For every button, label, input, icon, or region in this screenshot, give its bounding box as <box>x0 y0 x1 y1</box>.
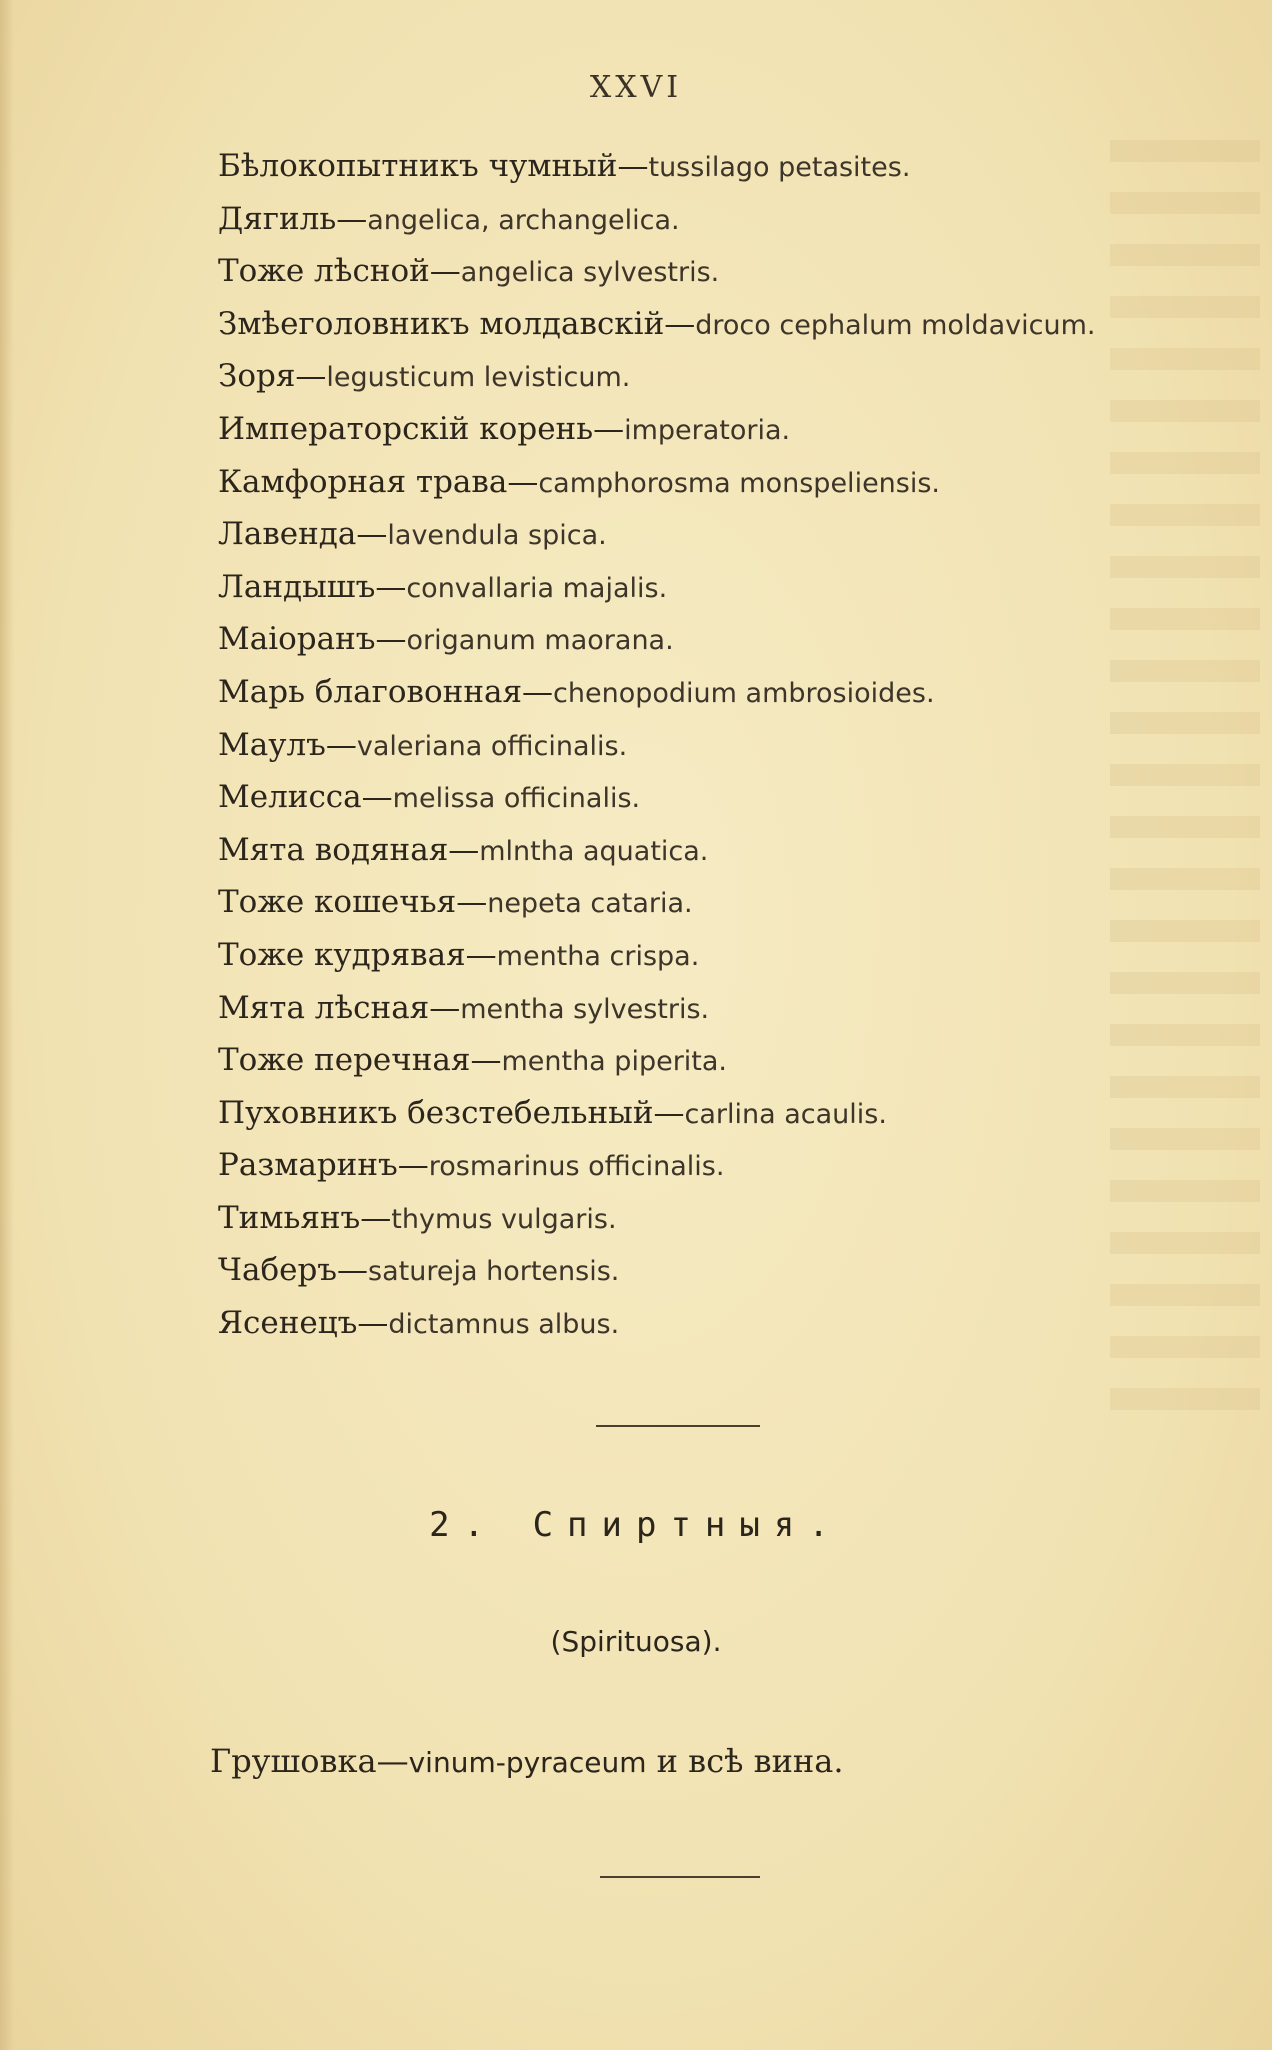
divider-rule <box>596 1425 760 1427</box>
latin-name: angelica sylvestris. <box>460 257 720 289</box>
list-item <box>218 403 1218 456</box>
page-number: XXVI <box>589 70 683 105</box>
divider-rule <box>600 1876 760 1878</box>
dash: — <box>397 1147 429 1184</box>
russian-name: Бѣлокопытникъ чумный <box>218 148 618 184</box>
latin-name: dictamnus albus. <box>388 1309 620 1341</box>
dash: — <box>336 200 368 237</box>
entry-tail: и всѣ вина. <box>646 1742 844 1780</box>
list-item <box>218 350 1218 403</box>
list-item <box>218 613 1218 666</box>
russian-name: Мята лѣсная <box>218 989 430 1026</box>
dash: — <box>448 831 480 868</box>
latin-name: valeriana officinalis. <box>356 730 628 762</box>
russian-name: Ландышъ <box>218 568 376 605</box>
russian-name: Камфорная трава <box>218 463 508 500</box>
russian-name: Лавенда <box>218 516 357 553</box>
dash: — <box>456 884 488 921</box>
dash: — <box>507 463 539 500</box>
dash: — <box>325 726 357 763</box>
dash: — <box>376 1742 409 1780</box>
dash: — <box>361 779 393 816</box>
latin-name: droco cephalum moldavicum. <box>695 309 1096 341</box>
latin-name: mentha crispa. <box>496 940 700 972</box>
latin-name: thymus vulgaris. <box>391 1203 617 1235</box>
russian-name: Тимьянъ <box>218 1199 361 1236</box>
list-item <box>218 824 1218 877</box>
list-item <box>218 1139 1218 1192</box>
list-item <box>218 982 1218 1035</box>
list-item <box>218 719 1218 772</box>
latin-name: rosmarinus officinalis. <box>428 1151 725 1183</box>
dash: — <box>429 253 461 290</box>
list-item <box>218 561 1218 614</box>
page-edge <box>0 0 14 2050</box>
russian-name: Змѣеголовникъ молдавскій <box>218 305 665 342</box>
latin-name: chenopodium ambrosioides. <box>553 677 935 709</box>
list-item <box>218 771 1218 824</box>
russian-name: Марь благовонная <box>218 673 523 710</box>
dash: — <box>356 516 388 553</box>
plant-list <box>218 140 1218 1350</box>
russian-name: Чаберъ <box>218 1252 338 1289</box>
list-item <box>218 245 1218 298</box>
russian-name: Тоже лѣсной <box>218 253 430 290</box>
latin-name: lavendula spica. <box>387 520 607 552</box>
latin-name: nepeta cataria. <box>487 888 693 920</box>
russian-name: Тоже кошечья <box>218 884 457 921</box>
latin-name: imperatoria. <box>624 414 791 446</box>
latin-name: satureja hortensis. <box>368 1256 620 1288</box>
latin-name: tussilago petasites. <box>648 152 911 183</box>
russian-name: Дягиль <box>218 200 337 237</box>
latin-name: vinum-pyraceum <box>408 1746 647 1779</box>
latin-name: origanum maorana. <box>406 625 674 657</box>
list-item <box>218 876 1218 929</box>
latin-name: melissa officinalis. <box>392 783 641 815</box>
list-item <box>218 1244 1218 1297</box>
list-item <box>218 1297 1218 1350</box>
section-subtitle: (Spirituosa). <box>550 1625 722 1658</box>
dash: — <box>522 673 554 710</box>
dash: — <box>664 305 696 342</box>
latin-name: mentha sylvestris. <box>460 993 710 1025</box>
dash: — <box>465 936 497 973</box>
dash: — <box>593 410 625 447</box>
latin-name: carlina acaulis. <box>684 1098 887 1130</box>
latin-name: mlntha aquatica. <box>479 835 709 867</box>
dash: — <box>429 989 461 1026</box>
dash: — <box>295 358 327 395</box>
dash: — <box>375 621 407 658</box>
list-item <box>218 666 1218 719</box>
dash: — <box>337 1252 369 1289</box>
section-heading: 2. Спиртныя. <box>429 1505 843 1545</box>
dash: — <box>357 1305 389 1342</box>
russian-name: Мелисса <box>218 779 362 816</box>
list-item <box>218 193 1218 246</box>
list-item <box>218 1034 1218 1087</box>
list-item <box>218 508 1218 561</box>
russian-name: Мята водяная <box>218 831 449 868</box>
latin-name: convallaria majalis. <box>406 572 668 604</box>
russian-name: Грушовка <box>210 1742 377 1780</box>
russian-name: Ясенецъ <box>218 1305 358 1342</box>
dash: — <box>360 1199 392 1236</box>
list-item <box>218 1192 1218 1245</box>
russian-name: Тоже кудрявая <box>218 936 466 973</box>
russian-name: Размаринъ <box>218 1147 398 1184</box>
dash: — <box>375 568 407 605</box>
latin-name: legusticum levisticum. <box>326 362 631 394</box>
dash: — <box>653 1094 685 1131</box>
russian-name: Тоже перечная <box>218 1042 471 1079</box>
latin-name: mentha piperita. <box>501 1046 728 1078</box>
russian-name: Императорскій корень <box>218 410 594 447</box>
latin-name: camphorosma monspeliensis. <box>538 467 941 499</box>
latin-name: angelica, archangelica. <box>367 204 680 236</box>
russian-name: Маулъ <box>218 726 326 763</box>
list-item <box>218 298 1218 351</box>
dash: — <box>470 1042 502 1079</box>
list-item <box>218 456 1218 509</box>
russian-name: Пуховникъ безстебельный <box>218 1094 654 1131</box>
list-item <box>218 929 1218 982</box>
russian-name: Зоря <box>218 358 296 395</box>
russian-name: Маіоранъ <box>218 621 376 658</box>
list-item <box>218 1087 1218 1140</box>
list-item <box>210 1742 844 1780</box>
dash: — <box>617 148 649 184</box>
list-item <box>218 140 1218 193</box>
